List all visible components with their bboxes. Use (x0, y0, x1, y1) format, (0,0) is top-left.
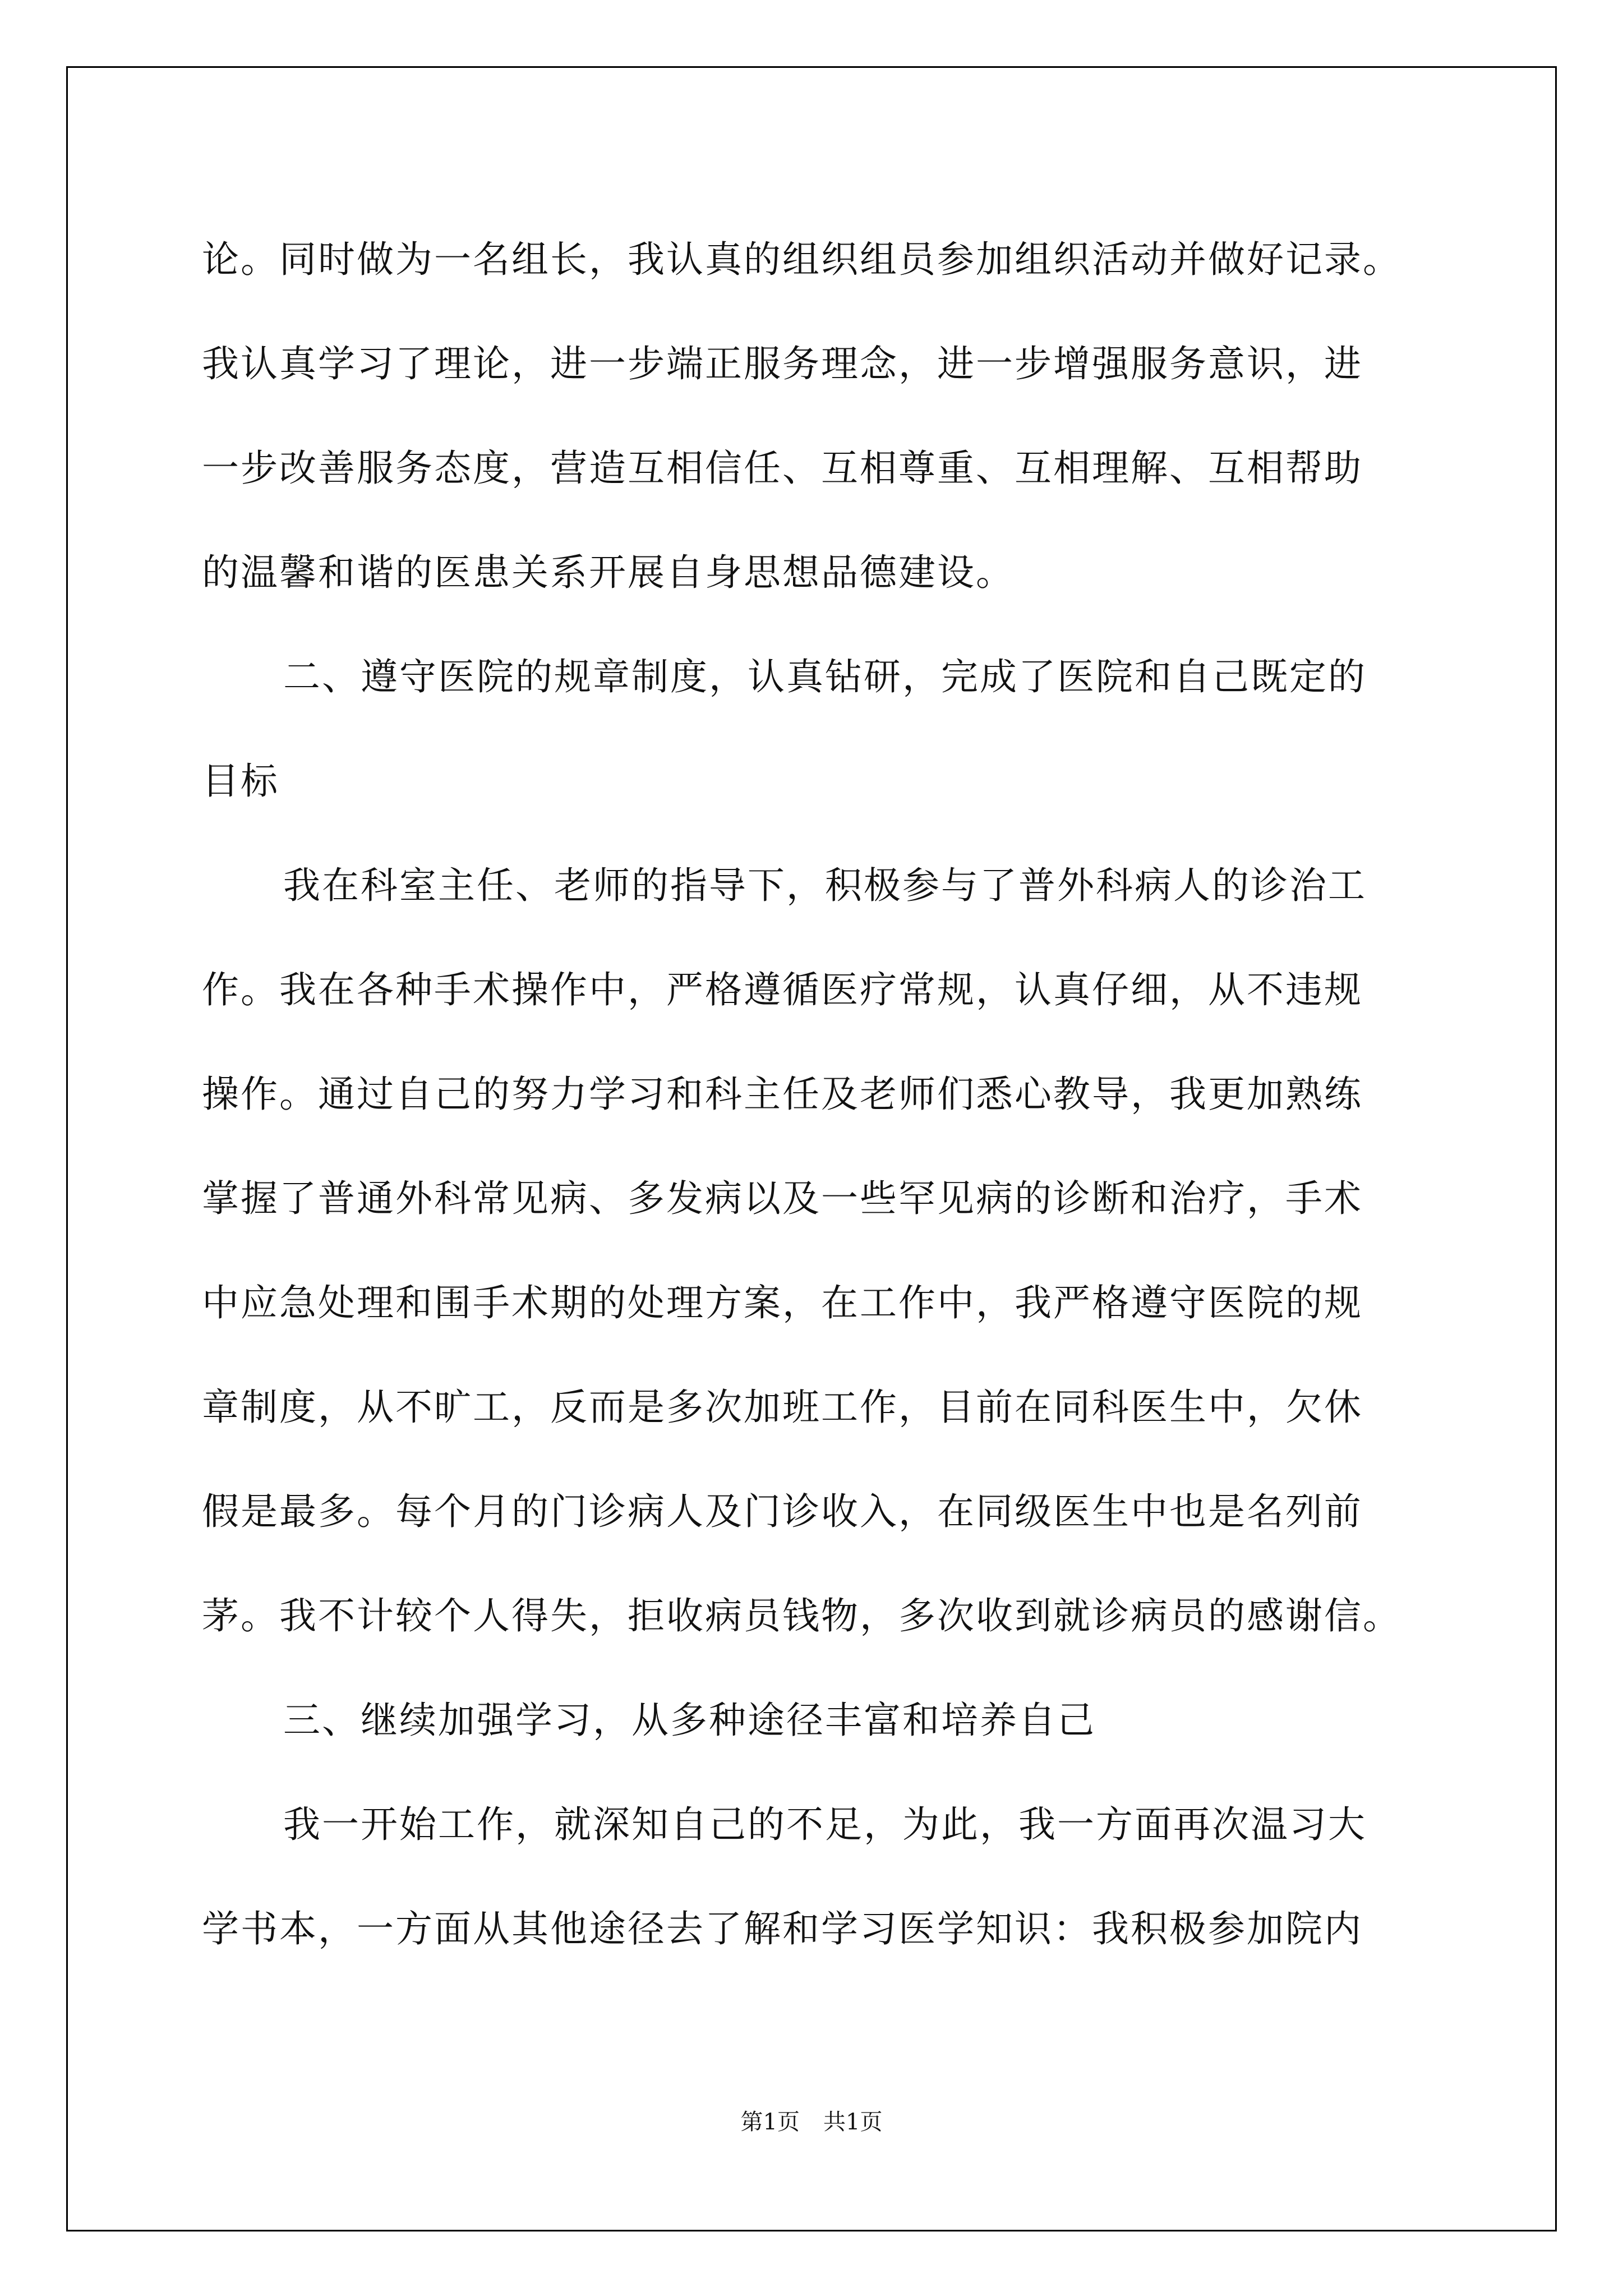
body-line: 论。同时做为一名组长，我认真的组织组员参加组织活动并做好记录。 (202, 238, 1401, 281)
section-heading: 二、遵守医院的规章制度，认真钻研，完成了医院和自己既定的 (283, 655, 1367, 698)
body-line: 茅。我不计较个人得失，拒收病员钱物，多次收到就诊病员的感谢信。 (202, 1594, 1401, 1637)
section-heading: 三、继续加强学习，从多种途径丰富和培养自己 (283, 1699, 1096, 1742)
page-number-current: 第1页 (740, 2109, 800, 2135)
paragraph-first-line: 我一开始工作，就深知自己的不足，为此，我一方面再次温习大 (283, 1803, 1367, 1846)
body-line: 作。我在各种手术操作中，严格遵循医疗常规，认真仔细，从不违规 (202, 968, 1363, 1011)
body-line: 学书本，一方面从其他途径去了解和学习医学知识：我积极参加院内 (202, 1907, 1363, 1950)
page-number-total: 共1页 (823, 2109, 883, 2135)
paragraph-first-line: 我在科室主任、老师的指导下，积极参与了普外科病人的诊治工 (283, 864, 1367, 907)
body-line: 章制度，从不旷工，反而是多次加班工作，目前在同科医生中，欠休 (202, 1386, 1363, 1429)
page-footer (0, 2106, 1623, 2138)
body-line: 操作。通过自己的努力学习和科主任及老师们悉心教导，我更加熟练 (202, 1073, 1363, 1116)
section-heading-continued: 目标 (202, 760, 279, 803)
body-line: 的温馨和谐的医患关系开展自身思想品德建设。 (202, 551, 1015, 594)
body-line: 一步改善服务态度，营造互相信任、互相尊重、互相理解、互相帮助 (202, 447, 1363, 490)
document-body (202, 208, 1447, 1981)
body-line: 中应急处理和围手术期的处理方案，在工作中，我严格遵守医院的规 (202, 1281, 1363, 1324)
body-line: 假是最多。每个月的门诊病人及门诊收入，在同级医生中也是名列前 (202, 1490, 1363, 1533)
body-line: 我认真学习了理论，进一步端正服务理念，进一步增强服务意识，进 (202, 342, 1363, 385)
body-line: 掌握了普通外科常见病、多发病以及一些罕见病的诊断和治疗，手术 (202, 1177, 1363, 1220)
